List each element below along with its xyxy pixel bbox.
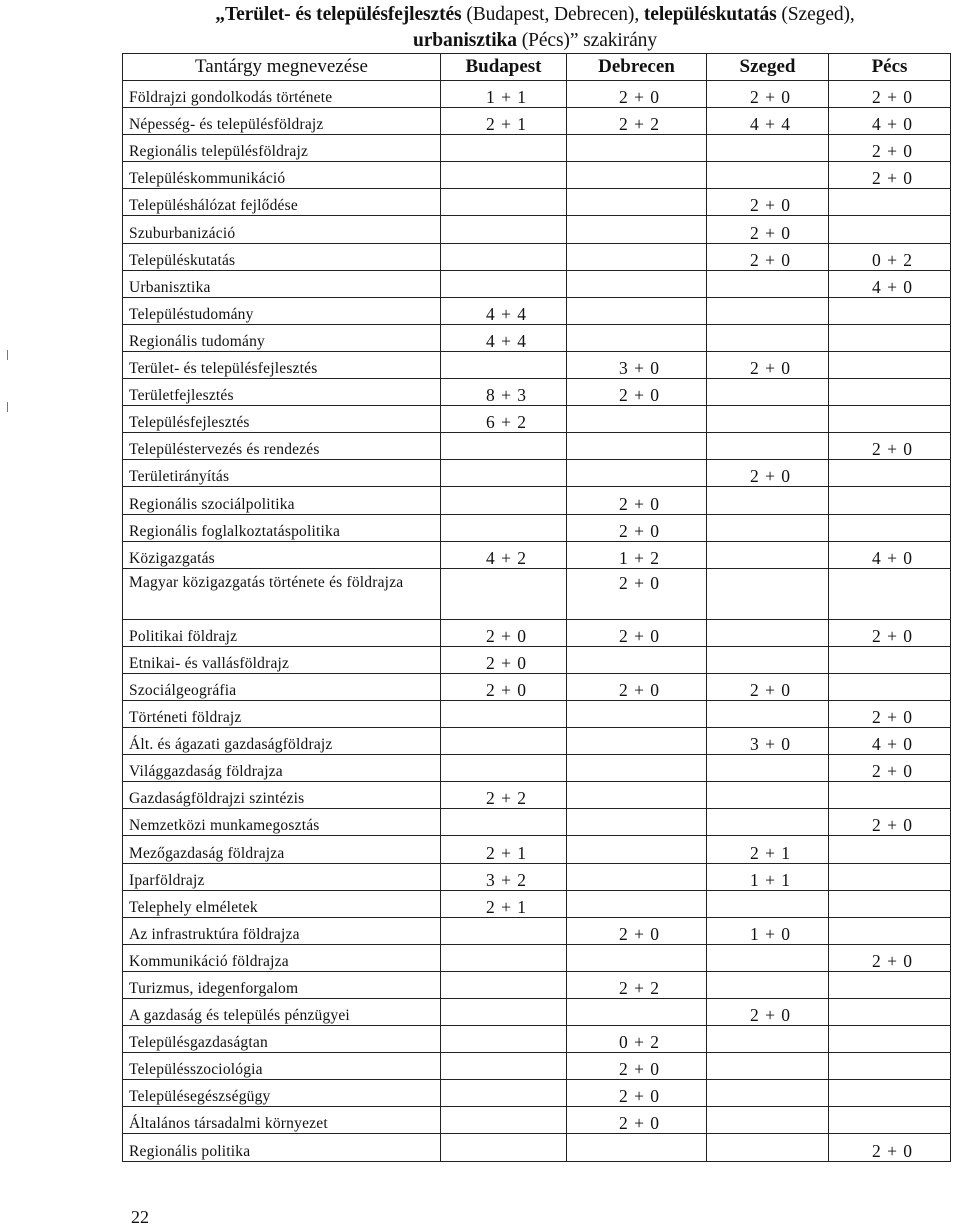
table-row xyxy=(123,944,951,971)
cell-budapest: 4 + 4 xyxy=(441,297,567,324)
title-bold-part-b: településkutatás xyxy=(643,4,777,25)
table-row xyxy=(123,351,951,378)
cell-debrecen xyxy=(567,755,707,782)
cell-budapest xyxy=(441,728,567,755)
cell-subject: Történeti földrajz xyxy=(123,700,441,727)
cell-budapest xyxy=(441,243,567,270)
table-row xyxy=(123,1053,951,1080)
cell-debrecen xyxy=(567,728,707,755)
table-row xyxy=(123,755,951,782)
title-plain-part-a: (Budapest, Debrecen), xyxy=(461,4,644,25)
table-row xyxy=(123,379,951,406)
cell-subject: Településkutatás xyxy=(123,243,441,270)
cell-budapest xyxy=(441,971,567,998)
cell-subject: Területirányítás xyxy=(123,460,441,487)
cell-debrecen: 2 + 0 xyxy=(567,379,707,406)
cell-pecs xyxy=(829,568,951,619)
cell-pecs xyxy=(829,460,951,487)
header-pecs: Pécs xyxy=(829,54,951,81)
cell-pecs: 2 + 0 xyxy=(829,433,951,460)
course-table xyxy=(122,53,951,1162)
cell-pecs: 4 + 0 xyxy=(829,108,951,135)
cell-subject: Etnikai- és vallásföldrajz xyxy=(123,646,441,673)
cell-szeged: 2 + 0 xyxy=(707,243,829,270)
cell-pecs xyxy=(829,324,951,351)
cell-subject: Általános társadalmi környezet xyxy=(123,1107,441,1134)
cell-budapest: 4 + 2 xyxy=(441,541,567,568)
cell-debrecen: 2 + 0 xyxy=(567,81,707,108)
cell-debrecen xyxy=(567,297,707,324)
cell-pecs xyxy=(829,1026,951,1053)
cell-subject: Regionális tudomány xyxy=(123,324,441,351)
cell-subject: Településtervezés és rendezés xyxy=(123,433,441,460)
cell-subject: Nemzetközi munkamegosztás xyxy=(123,809,441,836)
table-row xyxy=(123,324,951,351)
cell-debrecen xyxy=(567,999,707,1026)
cell-szeged xyxy=(707,755,829,782)
cell-szeged xyxy=(707,541,829,568)
cell-debrecen xyxy=(567,216,707,243)
cell-debrecen xyxy=(567,836,707,863)
cell-subject: Az infrastruktúra földrajza xyxy=(123,917,441,944)
cell-subject: Településfejlesztés xyxy=(123,406,441,433)
cell-budapest: 2 + 1 xyxy=(441,890,567,917)
page-number: 22 xyxy=(131,1207,149,1227)
cell-budapest xyxy=(441,700,567,727)
cell-budapest: 2 + 0 xyxy=(441,673,567,700)
table-row xyxy=(123,809,951,836)
cell-subject: Népesség- és településföldrajz xyxy=(123,108,441,135)
cell-pecs: 0 + 2 xyxy=(829,243,951,270)
cell-szeged xyxy=(707,514,829,541)
table-body xyxy=(123,81,951,1162)
cell-szeged xyxy=(707,135,829,162)
cell-debrecen: 2 + 0 xyxy=(567,514,707,541)
cell-subject: Regionális foglalkoztatáspolitika xyxy=(123,514,441,541)
cell-pecs: 4 + 0 xyxy=(829,541,951,568)
cell-debrecen xyxy=(567,809,707,836)
cell-subject: Regionális szociálpolitika xyxy=(123,487,441,514)
cell-pecs: 2 + 0 xyxy=(829,162,951,189)
cell-szeged xyxy=(707,809,829,836)
cell-szeged xyxy=(707,782,829,809)
cell-debrecen xyxy=(567,890,707,917)
table-row xyxy=(123,216,951,243)
cell-debrecen: 2 + 0 xyxy=(567,619,707,646)
cell-szeged xyxy=(707,487,829,514)
title-plain-part-b: (Szeged), xyxy=(776,4,855,25)
header-subject: Tantárgy megnevezése xyxy=(123,54,441,81)
table-row xyxy=(123,700,951,727)
cell-budapest xyxy=(441,917,567,944)
cell-szeged: 1 + 0 xyxy=(707,917,829,944)
cell-pecs xyxy=(829,297,951,324)
cell-budapest xyxy=(441,755,567,782)
cell-subject: Regionális politika xyxy=(123,1134,441,1161)
cell-subject: Településtudomány xyxy=(123,297,441,324)
cell-pecs xyxy=(829,514,951,541)
table-row xyxy=(123,999,951,1026)
cell-subject: Turizmus, idegenforgalom xyxy=(123,971,441,998)
cell-szeged xyxy=(707,568,829,619)
table-row xyxy=(123,1080,951,1107)
cell-budapest xyxy=(441,1134,567,1161)
cell-szeged xyxy=(707,433,829,460)
table-row xyxy=(123,270,951,297)
cell-budapest: 2 + 1 xyxy=(441,108,567,135)
cell-szeged xyxy=(707,324,829,351)
cell-subject: Politikai földrajz xyxy=(123,619,441,646)
cell-szeged: 2 + 0 xyxy=(707,673,829,700)
cell-subject: A gazdaság és település pénzügyei xyxy=(123,999,441,1026)
cell-szeged xyxy=(707,1080,829,1107)
cell-pecs xyxy=(829,379,951,406)
table-row xyxy=(123,619,951,646)
cell-szeged: 2 + 0 xyxy=(707,216,829,243)
cell-szeged xyxy=(707,1026,829,1053)
cell-pecs xyxy=(829,863,951,890)
cell-debrecen: 2 + 0 xyxy=(567,673,707,700)
cell-budapest xyxy=(441,189,567,216)
cell-subject: Iparföldrajz xyxy=(123,863,441,890)
table-row xyxy=(123,1107,951,1134)
cell-subject: Ált. és ágazati gazdaságföldrajz xyxy=(123,728,441,755)
table-row xyxy=(123,890,951,917)
cell-szeged xyxy=(707,270,829,297)
table-row xyxy=(123,189,951,216)
cell-budapest xyxy=(441,135,567,162)
header-budapest: Budapest xyxy=(441,54,567,81)
cell-szeged xyxy=(707,1134,829,1161)
cell-szeged: 2 + 0 xyxy=(707,81,829,108)
cell-pecs xyxy=(829,917,951,944)
cell-szeged: 2 + 0 xyxy=(707,189,829,216)
cell-pecs: 2 + 0 xyxy=(829,81,951,108)
table-row xyxy=(123,162,951,189)
table-row xyxy=(123,433,951,460)
cell-debrecen: 2 + 0 xyxy=(567,487,707,514)
cell-szeged xyxy=(707,700,829,727)
table-row xyxy=(123,406,951,433)
table-row xyxy=(123,782,951,809)
cell-debrecen xyxy=(567,324,707,351)
cell-budapest: 2 + 2 xyxy=(441,782,567,809)
cell-szeged: 1 + 1 xyxy=(707,863,829,890)
cell-budapest: 4 + 4 xyxy=(441,324,567,351)
cell-pecs xyxy=(829,189,951,216)
cell-debrecen xyxy=(567,135,707,162)
cell-debrecen: 2 + 2 xyxy=(567,971,707,998)
cell-debrecen xyxy=(567,433,707,460)
cell-pecs: 2 + 0 xyxy=(829,700,951,727)
title-plain-part-c: (Pécs)” szakirány xyxy=(516,30,657,51)
cell-subject: Terület- és településfejlesztés xyxy=(123,351,441,378)
header-debrecen: Debrecen xyxy=(567,54,707,81)
cell-szeged xyxy=(707,297,829,324)
cell-debrecen xyxy=(567,944,707,971)
cell-debrecen xyxy=(567,189,707,216)
cell-budapest xyxy=(441,351,567,378)
cell-subject: Településegészségügy xyxy=(123,1080,441,1107)
cell-debrecen: 2 + 0 xyxy=(567,917,707,944)
cell-debrecen: 2 + 0 xyxy=(567,1053,707,1080)
cell-debrecen: 1 + 2 xyxy=(567,541,707,568)
cell-pecs xyxy=(829,487,951,514)
cell-budapest xyxy=(441,944,567,971)
cell-budapest xyxy=(441,514,567,541)
cell-subject: Településkommunikáció xyxy=(123,162,441,189)
table-row xyxy=(123,646,951,673)
margin-mark xyxy=(7,402,8,412)
cell-budapest xyxy=(441,1026,567,1053)
cell-subject: Közigazgatás xyxy=(123,541,441,568)
cell-debrecen: 3 + 0 xyxy=(567,351,707,378)
cell-pecs xyxy=(829,673,951,700)
table-row xyxy=(123,728,951,755)
cell-budapest: 8 + 3 xyxy=(441,379,567,406)
cell-pecs xyxy=(829,646,951,673)
cell-szeged xyxy=(707,1053,829,1080)
cell-debrecen: 2 + 0 xyxy=(567,1080,707,1107)
table-row xyxy=(123,568,951,619)
cell-pecs: 4 + 0 xyxy=(829,728,951,755)
cell-debrecen: 2 + 2 xyxy=(567,108,707,135)
title-line-1 xyxy=(120,2,950,28)
cell-szeged xyxy=(707,944,829,971)
table-row xyxy=(123,1026,951,1053)
cell-subject: Településszociológia xyxy=(123,1053,441,1080)
title-bold-part-c: urbanisztika xyxy=(413,30,517,51)
cell-pecs xyxy=(829,836,951,863)
cell-pecs: 2 + 0 xyxy=(829,944,951,971)
cell-debrecen xyxy=(567,243,707,270)
cell-pecs xyxy=(829,1080,951,1107)
cell-pecs: 4 + 0 xyxy=(829,270,951,297)
cell-pecs xyxy=(829,216,951,243)
cell-debrecen xyxy=(567,1134,707,1161)
cell-debrecen xyxy=(567,162,707,189)
cell-budapest xyxy=(441,1080,567,1107)
cell-szeged xyxy=(707,890,829,917)
cell-debrecen xyxy=(567,406,707,433)
table-header-row xyxy=(123,54,951,81)
cell-debrecen xyxy=(567,700,707,727)
cell-pecs: 2 + 0 xyxy=(829,1134,951,1161)
cell-subject: Mezőgazdaság földrajza xyxy=(123,836,441,863)
cell-budapest: 2 + 0 xyxy=(441,646,567,673)
cell-pecs xyxy=(829,1053,951,1080)
table-row xyxy=(123,1134,951,1161)
table-row xyxy=(123,81,951,108)
cell-pecs xyxy=(829,351,951,378)
cell-pecs xyxy=(829,971,951,998)
table-row xyxy=(123,297,951,324)
cell-subject: Szociálgeográfia xyxy=(123,673,441,700)
cell-subject: Regionális településföldrajz xyxy=(123,135,441,162)
cell-szeged: 2 + 0 xyxy=(707,999,829,1026)
cell-subject: Telephely elméletek xyxy=(123,890,441,917)
cell-szeged: 2 + 0 xyxy=(707,351,829,378)
table-row xyxy=(123,917,951,944)
title-bold-part-a: „Terület- és településfejlesztés xyxy=(215,4,462,25)
table-row xyxy=(123,135,951,162)
table-row xyxy=(123,243,951,270)
cell-pecs: 2 + 0 xyxy=(829,619,951,646)
cell-szeged xyxy=(707,379,829,406)
cell-budapest xyxy=(441,162,567,189)
cell-budapest: 6 + 2 xyxy=(441,406,567,433)
cell-pecs: 2 + 0 xyxy=(829,135,951,162)
cell-debrecen xyxy=(567,460,707,487)
cell-budapest xyxy=(441,270,567,297)
cell-pecs xyxy=(829,999,951,1026)
cell-budapest xyxy=(441,999,567,1026)
cell-debrecen xyxy=(567,646,707,673)
cell-budapest xyxy=(441,433,567,460)
cell-budapest: 1 + 1 xyxy=(441,81,567,108)
table-row xyxy=(123,487,951,514)
cell-szeged: 2 + 0 xyxy=(707,460,829,487)
cell-szeged: 2 + 1 xyxy=(707,836,829,863)
cell-szeged xyxy=(707,406,829,433)
cell-szeged xyxy=(707,646,829,673)
cell-subject: Világgazdaság földrajza xyxy=(123,755,441,782)
cell-budapest: 2 + 0 xyxy=(441,619,567,646)
cell-subject: Területfejlesztés xyxy=(123,379,441,406)
cell-szeged xyxy=(707,1107,829,1134)
header-szeged: Szeged xyxy=(707,54,829,81)
cell-budapest: 2 + 1 xyxy=(441,836,567,863)
cell-szeged: 4 + 4 xyxy=(707,108,829,135)
margin-mark xyxy=(7,350,8,360)
cell-subject: Településhálózat fejlődése xyxy=(123,189,441,216)
cell-debrecen: 2 + 0 xyxy=(567,568,707,619)
cell-subject: Településgazdaságtan xyxy=(123,1026,441,1053)
document-title xyxy=(120,2,950,54)
cell-budapest: 3 + 2 xyxy=(441,863,567,890)
cell-debrecen xyxy=(567,863,707,890)
cell-pecs xyxy=(829,406,951,433)
cell-debrecen xyxy=(567,270,707,297)
cell-subject: Szuburbanizáció xyxy=(123,216,441,243)
cell-pecs xyxy=(829,890,951,917)
cell-szeged: 3 + 0 xyxy=(707,728,829,755)
cell-subject: Földrajzi gondolkodás története xyxy=(123,81,441,108)
table-row xyxy=(123,108,951,135)
cell-budapest xyxy=(441,1053,567,1080)
table-row xyxy=(123,514,951,541)
cell-szeged xyxy=(707,971,829,998)
cell-budapest xyxy=(441,1107,567,1134)
cell-subject: Urbanisztika xyxy=(123,270,441,297)
cell-budapest xyxy=(441,809,567,836)
table-row xyxy=(123,836,951,863)
cell-budapest xyxy=(441,460,567,487)
cell-pecs: 2 + 0 xyxy=(829,755,951,782)
table-row xyxy=(123,541,951,568)
table-row xyxy=(123,971,951,998)
cell-debrecen xyxy=(567,782,707,809)
cell-budapest xyxy=(441,487,567,514)
cell-szeged xyxy=(707,619,829,646)
cell-budapest xyxy=(441,216,567,243)
cell-pecs: 2 + 0 xyxy=(829,809,951,836)
cell-szeged xyxy=(707,162,829,189)
table-row xyxy=(123,863,951,890)
table-row xyxy=(123,673,951,700)
cell-subject: Kommunikáció földrajza xyxy=(123,944,441,971)
cell-pecs xyxy=(829,782,951,809)
table-row xyxy=(123,460,951,487)
cell-subject: Magyar közigazgatás története és földrajza xyxy=(123,568,441,619)
cell-debrecen: 2 + 0 xyxy=(567,1107,707,1134)
cell-subject: Gazdaságföldrajzi szintézis xyxy=(123,782,441,809)
cell-budapest xyxy=(441,568,567,619)
cell-debrecen: 0 + 2 xyxy=(567,1026,707,1053)
title-line-2 xyxy=(120,28,950,54)
cell-pecs xyxy=(829,1107,951,1134)
